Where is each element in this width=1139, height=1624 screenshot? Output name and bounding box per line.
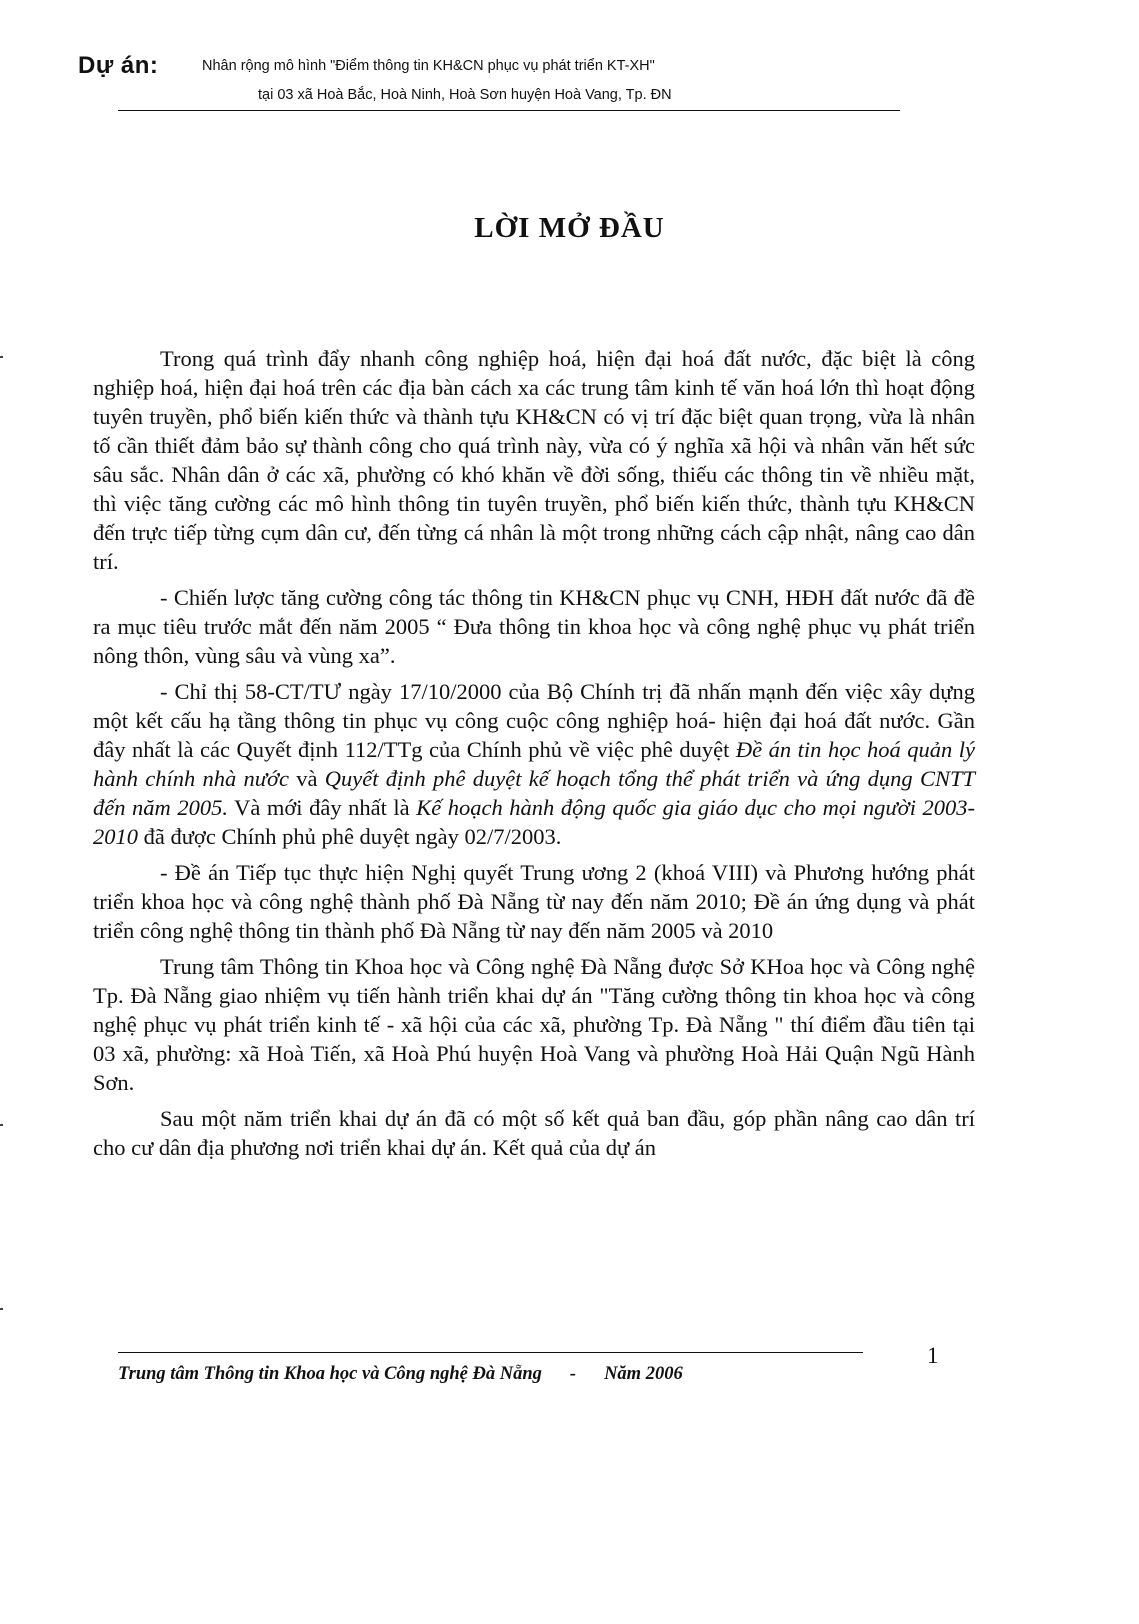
scan-mark xyxy=(0,356,3,358)
paragraph-resolution: - Đề án Tiếp tục thực hiện Nghị quyết Trung ương 2 (khoá VIII) và Phương hướng phát triển khoa học và công nghệ thành phố Đà Nẵng từ nay đến năm 2010; Đề án ứng dụng và phát triển công nghệ thông tin thành phố Đà Nẵng từ nay đến năm 2005 và 2010 xyxy=(93,860,975,943)
project-label: Dự án: xyxy=(78,52,159,79)
paragraph-directive xyxy=(93,677,975,851)
directive-text-1: - Chỉ thị 58-CT/TƯ ngày 17/10/2000 của Bộ Chính trị đã nhấn mạnh đến việc xây dựng một kết cấu hạ tầng thông tin phục vụ công cuộc công nghiệp hoá- hiện đại hoá đất nước. Gần đây nhất là các Quyết định 112/TTg của Chính phủ về việc phê duyệt xyxy=(93,679,975,762)
paragraph-results: Sau một năm triển khai dự án đã có một số kết quả ban đầu, góp phần nâng cao dân trí cho cư dân địa phương nơi triển khai dự án. Kết quả của dự án xyxy=(93,1106,975,1160)
directive-emphasis-1: Đề án tin học hoá quản lý hành chính nhà nước xyxy=(93,737,976,791)
footer-separator: - xyxy=(569,1364,577,1384)
directive-text-3: Và mới đây nhất là xyxy=(227,795,417,820)
paragraph-strategy: - Chiến lược tăng cường công tác thông tin KH&CN phục vụ CNH, HĐH đất nước đã đề ra mục tiêu trước mắt đến năm 2005 “ Đưa thông tin khoa học và công nghệ phục vụ phát triển nông thôn, vùng sâu và vùng xa”. xyxy=(93,585,975,668)
page-title: LỜI MỞ ĐẦU xyxy=(474,212,665,244)
project-title-line-1: Nhân rộng mô hình "Điểm thông tin KH&CN phục vụ phát triển KT-XH" xyxy=(202,58,655,74)
directive-text-2: và xyxy=(289,766,325,791)
footer-organization: Trung tâm Thông tin Khoa học và Công nghệ Đà Nẵng xyxy=(118,1364,542,1384)
document-header xyxy=(78,48,898,118)
scan-mark xyxy=(0,1124,3,1126)
page-footer xyxy=(118,1364,858,1385)
footer-year: Năm 2006 xyxy=(604,1364,683,1384)
page-number: 1 xyxy=(927,1343,939,1368)
directive-text-4: đã được Chính phủ phê duyệt ngày 02/7/2003. xyxy=(138,824,562,849)
paragraph-center-task: Trung tâm Thông tin Khoa học và Công nghệ Đà Nẵng được Sở KHoa học và Công nghệ Tp. Đà Nẵng giao nhiệm vụ tiến hành triển khai dự án "Tăng cường thông tin khoa học và công nghệ phục vụ phát triển kinh tế - xã hội của các xã, phường Tp. Đà Nẵng " thí điểm đầu tiên tại 03 xã, phường: xã Hoà Tiến, xã Hoà Phú huyện Hoà Vang và phường Hoà Hải Quận Ngũ Hành Sơn. xyxy=(93,954,975,1095)
paragraph-intro: Trong quá trình đẩy nhanh công nghiệp hoá, hiện đại hoá đất nước, đặc biệt là công nghiệp hoá, hiện đại hoá trên các địa bàn cách xa các trung tâm kinh tế văn hoá lớn thì hoạt động tuyên truyền, phổ biến kiến thức và thành tựu KH&CN có vị trí đặc biệt quan trọng, vừa là nhân tố cần thiết đảm bảo sự thành công cho quá trình này, vừa có ý nghĩa xã hội và nhân văn hết sức sâu sắc. Nhân dân ở các xã, phường có khó khăn về đời sống, thiếu các thông tin về nhiều mặt, thì việc tăng cường các mô hình thông tin tuyên truyền, phổ biến kiến thức, thành tựu KH&CN đến trực tiếp từng cụm dân cư, đến từng cá nhân là một trong những cách cập nhật, nâng cao dân trí. xyxy=(93,346,975,574)
directive-emphasis-3: Kế hoạch hành động quốc gia giáo dục cho mọi người 2003-2010 xyxy=(93,795,975,849)
header-divider xyxy=(118,110,900,111)
scan-mark xyxy=(0,1308,3,1310)
project-title-line-2: tại 03 xã Hoà Bắc, Hoà Ninh, Hoà Sơn huyện Hoà Vang, Tp. ĐN xyxy=(258,87,672,103)
directive-emphasis-2: Quyết định phê duyệt kế hoạch tổng thể phát triển và ứng dụng CNTT đến năm 2005. xyxy=(93,766,975,820)
document-body xyxy=(93,344,975,1169)
footer-divider xyxy=(118,1352,863,1353)
